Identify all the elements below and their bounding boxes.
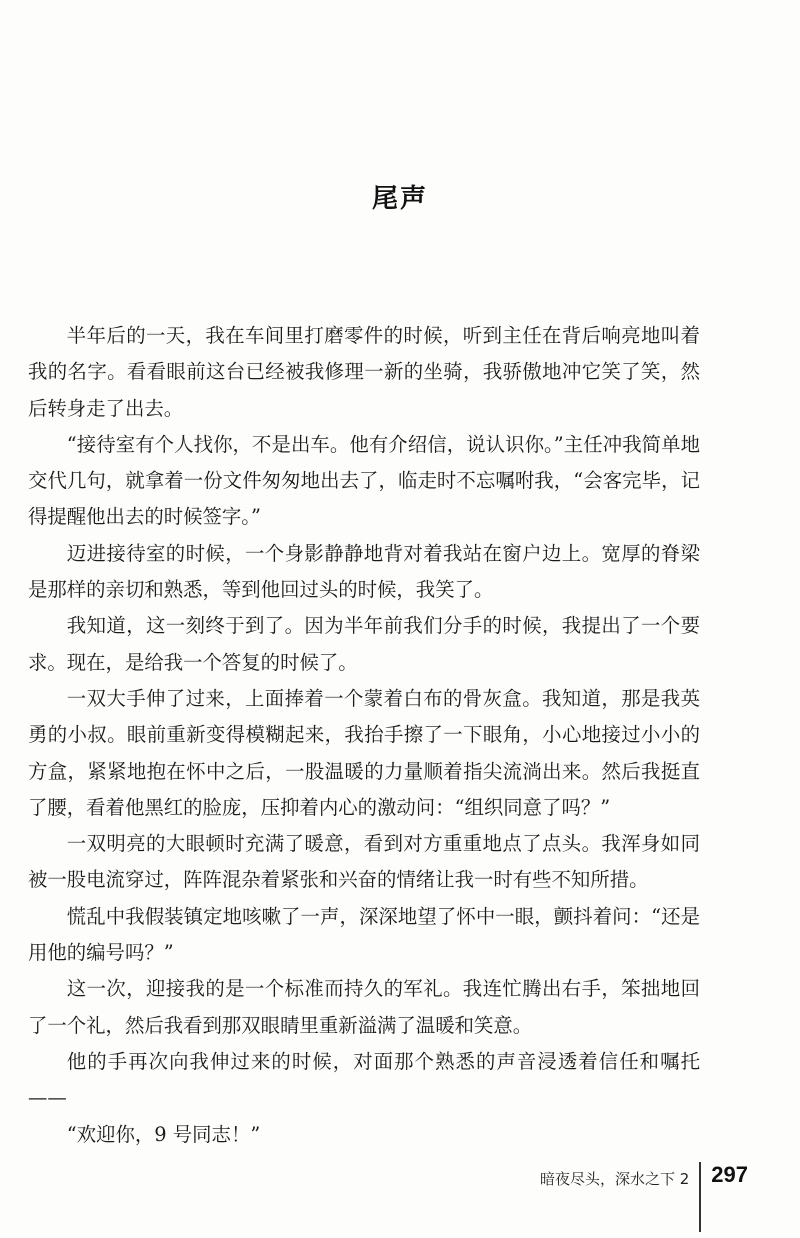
body-text [28,318,700,1153]
paragraph: 一双大手伸了过来，上面捧着一个蒙着白布的骨灰盒。我知道，那是我英勇的小叔。眼前重新变得模糊起来，我抬手擦了一下眼角，小心地接过小小的方盒，紧紧地抱在怀中之后，一股温暖的力量顺着指尖流淌出来。然后我挺直了腰，看着他黑红的脸庞，压抑着内心的激动问：“组织同意了吗？” [28,686,700,819]
paragraph: 这一次，迎接我的是一个标准而持久的军礼。我连忙腾出右手，笨拙地回了一个礼，然后我看到那双眼睛里重新溢满了温暖和笑意。 [28,977,700,1037]
running-head: 暗夜尽头，深水之下 2 [539,1170,690,1188]
paragraph: 半年后的一天，我在车间里打磨零件的时候，听到主任在背后响亮地叫着我的名字。看看眼前这台已经被我修理一新的坐骑，我骄傲地冲它笑了笑，然后转身走了出去。 [28,324,700,420]
paragraph: 慌乱中我假装镇定地咳嗽了一声，深深地望了怀中一眼，颤抖着问：“还是用他的编号吗？” [28,904,700,965]
paragraph: “欢迎你，9 号同志！” [66,1122,261,1146]
chapter-title: 尾声 [371,184,428,214]
paragraph: “接待室有个人找你，不是出车。他有介绍信，说认识你。”主任冲我简单地交代几句，就拿着一份文件匆匆地出去了，临走时不忘嘱咐我，“会客完毕，记得提醒他出去的时候签字。” [28,432,700,529]
paragraph: 他的手再次向我伸过来的时候，对面那个熟悉的声音浸透着信任和嘱托—— [28,1049,700,1110]
page-number: 297 [711,1162,748,1187]
page-footer [540,1162,748,1232]
paragraph: 一双明亮的大眼顿时充满了暖意，看到对方重重地点了点头。我浑身如同被一股电流穿过，阵阵混杂着紧张和兴奋的情绪让我一时有些不知所措。 [28,832,700,892]
paragraph: 迈进接待室的时候，一个身影静静地背对着我站在窗户边上。宽厚的脊梁是那样的亲切和熟悉，等到他回过头的时候，我笑了。 [28,541,700,602]
paragraph: 我知道，这一刻终于到了。因为半年前我们分手的时候，我提出了一个要求。现在，是给我一个答复的时候了。 [28,614,700,674]
